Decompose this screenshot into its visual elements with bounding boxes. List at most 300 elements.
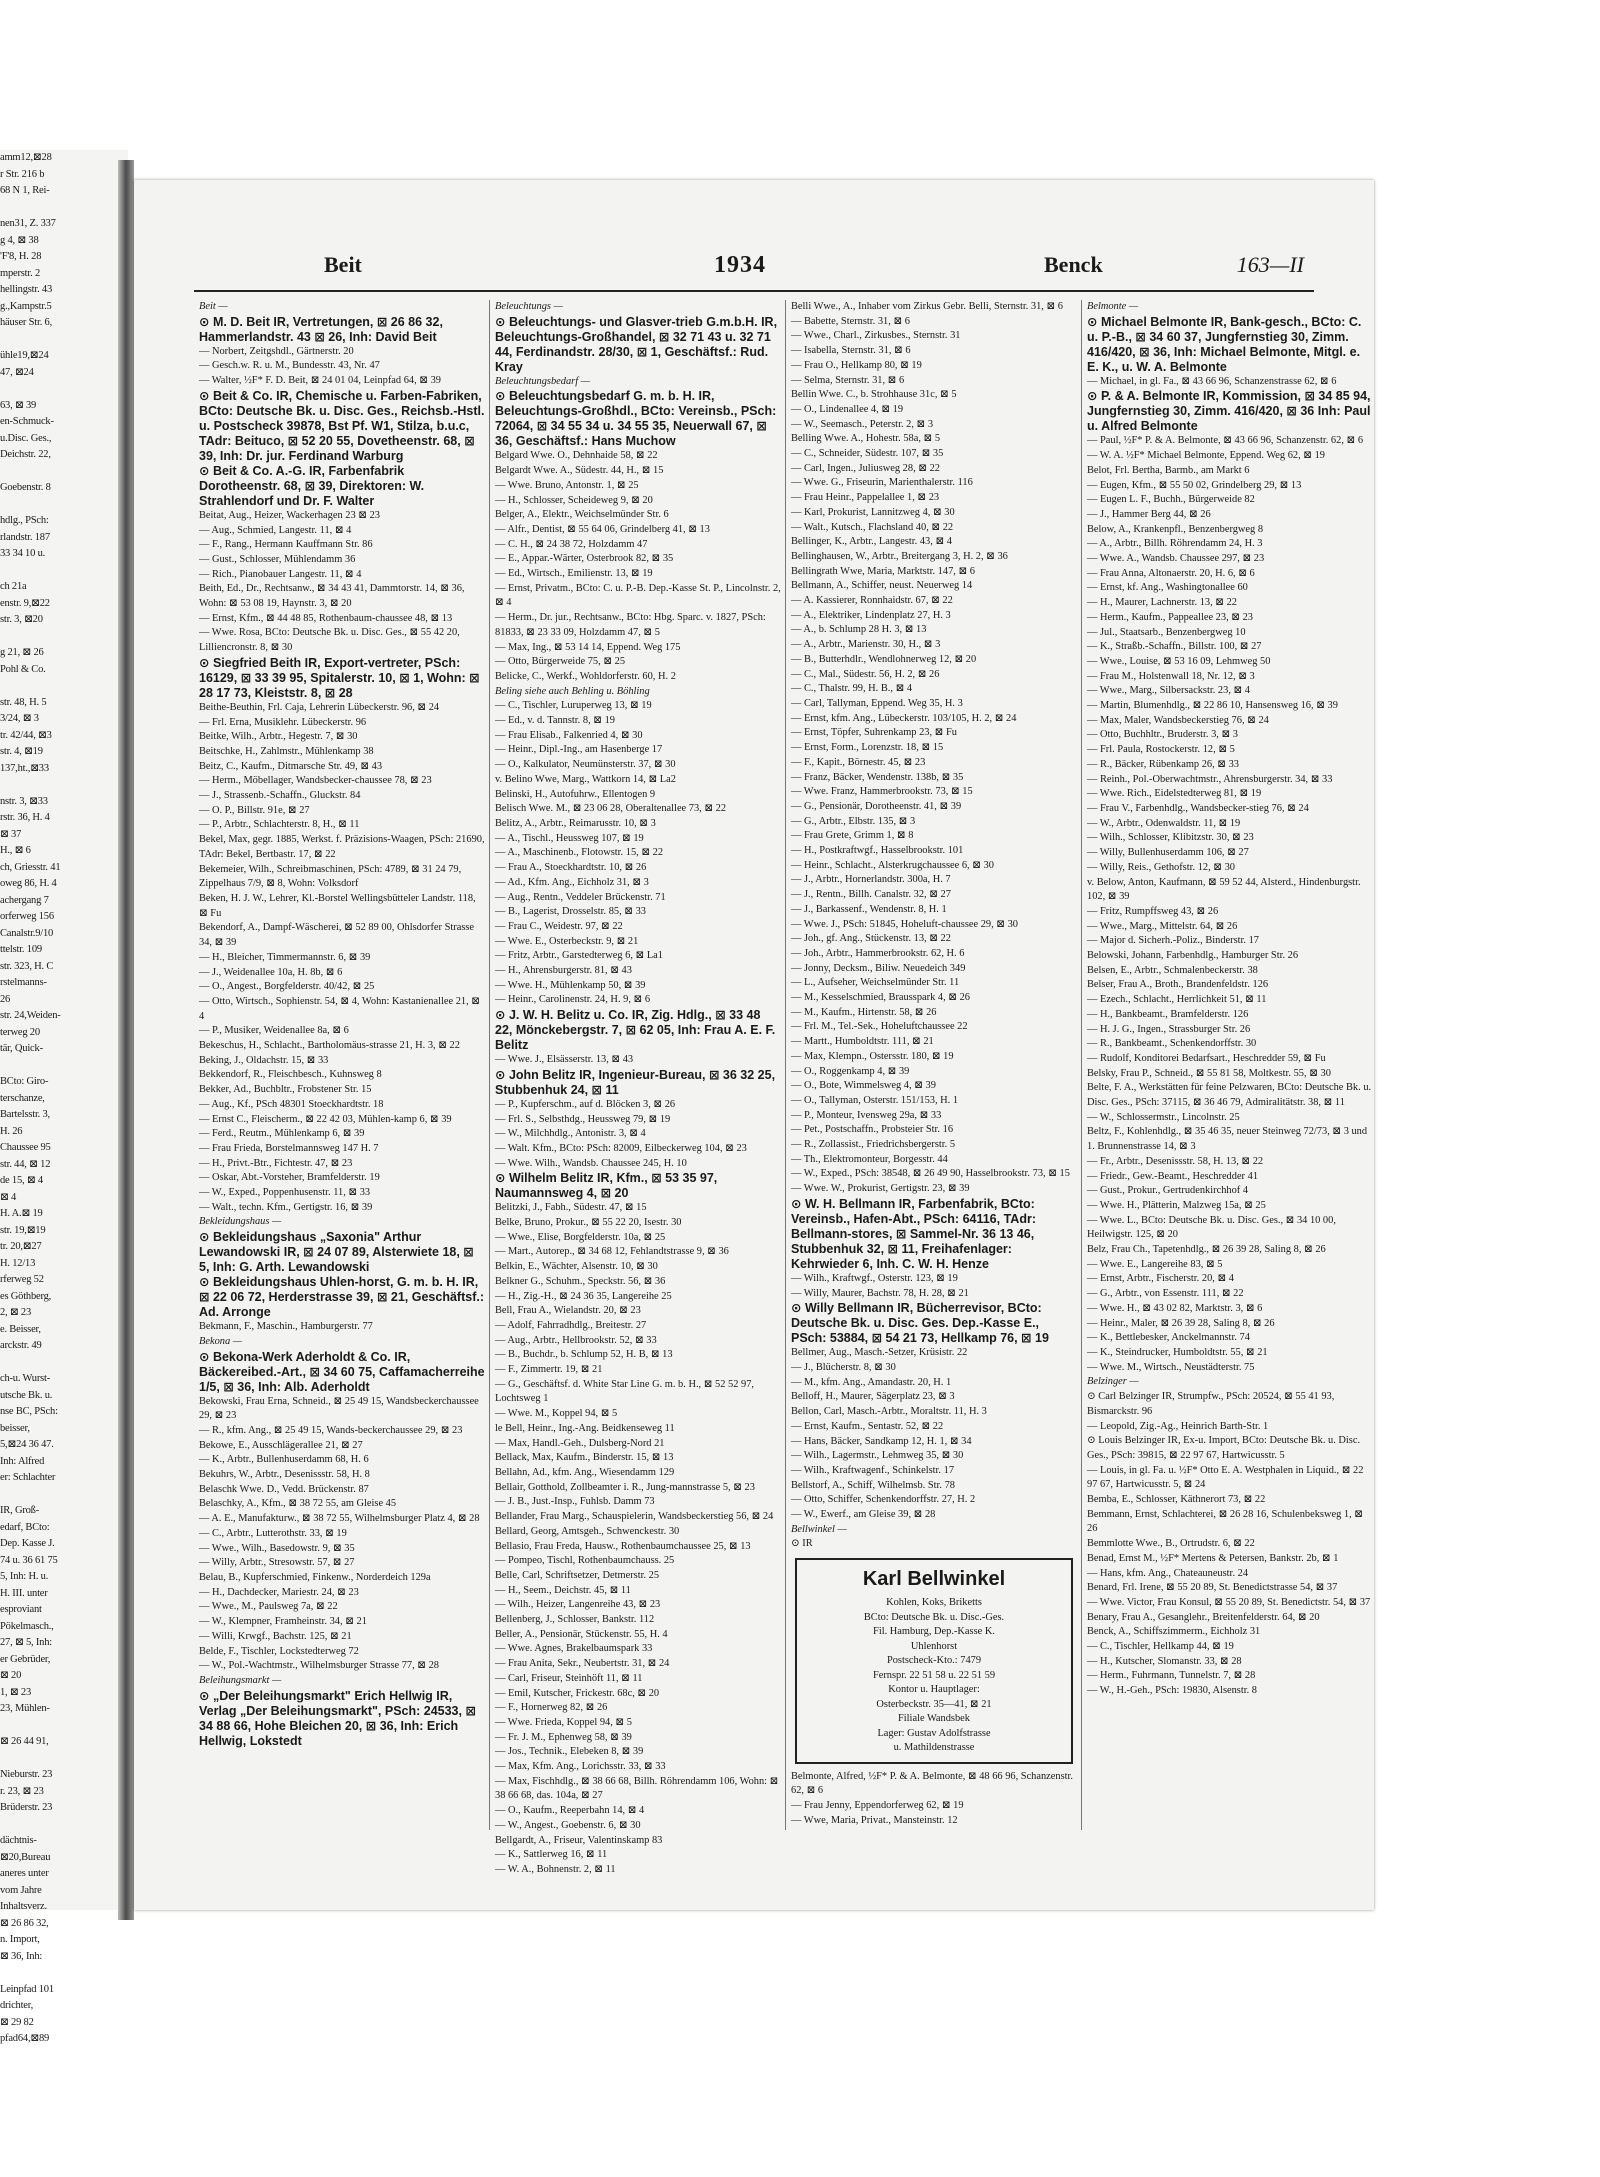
left-page-line: nstr. 3, ⊠33 xyxy=(0,795,48,807)
directory-entry: — Adolf, Fahrradhdlg., Breitestr. 27 xyxy=(495,1319,647,1331)
directory-entry: — Frau Jenny, Eppendorferweg 62, ⊠ 19 xyxy=(791,1800,964,1812)
left-page-line: ch-u. Wurst- xyxy=(0,1373,51,1384)
directory-entry: Belinski, H., Autofuhrw., Ellentogen 9 xyxy=(495,788,656,800)
directory-entry: — Willy, Maurer, Bachstr. 78, H. 28, ⊠ 21 xyxy=(791,1287,969,1299)
column-4 xyxy=(1087,300,1373,1830)
directory-entry: — Wwe. L., BCto: Deutsche Bk. u. Disc. Ges., ⊠ 34 10 00, Heilwigstr. 125, ⊠ 20 xyxy=(1087,1214,1336,1241)
directory-entry: — R., Bäcker, Rübenkamp 26, ⊠ 33 xyxy=(1087,758,1240,770)
left-page-line: utsche Bk. u. xyxy=(0,1389,53,1401)
directory-entry: — Frau Frieda, Borstelmannsweg 147 H. 7 xyxy=(199,1142,379,1154)
directory-entry: — Willy, Reis., Gethofstr. 12, ⊠ 30 xyxy=(1087,861,1235,873)
directory-entry: Belicke, C., Werkf., Wohldorferstr. 60, H. 2 xyxy=(495,670,676,682)
directory-entry: — Hans, Bäcker, Sandkamp 12, H. 1, ⊠ 34 xyxy=(791,1435,972,1447)
ad-line: Fil. Hamburg, Dep.-Kasse K. xyxy=(873,1626,995,1638)
directory-entry: — Ernst C., Fleischerm., ⊠ 22 42 03, Mühlen-kamp 6, ⊠ 39 xyxy=(199,1113,452,1125)
directory-entry: Belloff, H., Maurer, Sägerplatz 23, ⊠ 3 xyxy=(791,1391,955,1403)
left-page-line: ⊠ 37 xyxy=(0,828,22,840)
directory-entry: — W., Pol.-Wachtmstr., Wilhelmsburger Strasse 77, ⊠ 28 xyxy=(199,1660,439,1672)
directory-entry: — A. Kassierer, Ronnhaidstr. 67, ⊠ 22 xyxy=(791,595,953,607)
left-page-line: str. 4, ⊠19 xyxy=(0,746,43,757)
directory-entry: — Rudolf, Konditorei Bedarfsart., Heschredder 59, ⊠ Fu xyxy=(1087,1052,1326,1064)
directory-entry: — A., b. Schlump 28 H. 3, ⊠ 13 xyxy=(791,624,927,636)
directory-entry: — Wwe. Agnes, Brakelbaumspark 33 xyxy=(495,1643,653,1655)
directory-entry: — H., Schlosser, Scheideweg 9, ⊠ 20 xyxy=(495,494,653,506)
directory-entry: — H., Privt.-Btr., Fichtestr. 47, ⊠ 23 xyxy=(199,1157,353,1169)
directory-entry: — J., Barkassenf., Wendenstr. 8, H. 1 xyxy=(791,903,947,915)
left-page-line: IR, Groß- xyxy=(0,1505,40,1516)
directory-entry: — Martin, Blumenhdlg., ⊠ 22 86 10, Hansensweg 16, ⊠ 39 xyxy=(1087,700,1338,712)
left-page-line: ⊠ 26 86 32, xyxy=(0,1917,49,1929)
directory-entry: — R., Zollassist., Friedrichsbergerstr. 5 xyxy=(791,1139,956,1151)
left-page-line xyxy=(0,1487,128,1504)
directory-entry: — Wwe., Marg., Silbersackstr. 23, ⊠ 4 xyxy=(1087,685,1251,697)
directory-entry: Belau, B., Kupferschmied, Finkenw., Norderdeich 129a xyxy=(199,1572,431,1583)
left-page-line: H. III. unter xyxy=(0,1587,48,1599)
directory-entry: Beken, H. J. W., Lehrer, Kl.-Borstel Wellingsbütteler Landstr. 118, ⊠ Fu xyxy=(199,892,476,919)
directory-entry: — O., Tallyman, Osterstr. 151/153, H. 1 xyxy=(791,1094,959,1106)
directory-entry: — C., Thalstr. 99, H. B., ⊠ 4 xyxy=(791,683,913,695)
left-page-line: n. Import, xyxy=(0,1934,40,1945)
left-page-line: pfad64,⊠89 xyxy=(0,2033,50,2044)
directory-entry: Bellenberg, J., Schlosser, Bankstr. 112 xyxy=(495,1614,655,1626)
directory-entry: — A. E., Manufakturw., ⊠ 38 72 55, Wilhelmsburger Platz 4, ⊠ 28 xyxy=(199,1513,480,1525)
directory-entry: — H., Seem., Deichstr. 45, ⊠ 11 xyxy=(495,1584,631,1596)
directory-entry: Bemmlotte Wwe., B., Ortrudstr. 6, ⊠ 22 xyxy=(1087,1538,1255,1550)
firm-entry: ⊙ W. H. Bellmann IR, Farbenfabrik, BCto: Vereinsb., Hafen-Abt., PSch: 64116, TAdr: Bellmann-stores, ⊠ Sammel-Nr. 36 13 46, Stubbenhuk 32, ⊠ 11, Freihafenlager: Kehrwieder 6, Inh. C. W. H. Henze xyxy=(791,1196,1036,1271)
directory-entry: — W., Seemasch., Peterstr. 2, ⊠ 3 xyxy=(791,418,934,430)
directory-entry: Bekmann, F., Maschin., Hamburgerstr. 77 xyxy=(199,1321,373,1333)
directory-entry: — Walter, ½F* F. D. Beit, ⊠ 24 01 04, Leinpfad 64, ⊠ 39 xyxy=(199,375,441,387)
left-page-line: e. Beisser, xyxy=(0,1323,41,1335)
left-page-line: Pökelmasch., xyxy=(0,1620,54,1632)
directory-entry: Belger, A., Elektr., Weichselmünder Str. 6 xyxy=(495,509,669,521)
directory-entry: — Eugen L. F., Buchh., Bürgerweide 82 xyxy=(1087,494,1255,506)
directory-entry: Belaschk Wwe. D., Vedd. Brückenstr. 87 xyxy=(199,1483,369,1495)
directory-entry: Beking, J., Oldachstr. 15, ⊠ 33 xyxy=(199,1054,329,1066)
directory-entry: — B., Buchdr., b. Schlump 52, H. B, ⊠ 13 xyxy=(495,1349,673,1361)
left-page-line: Goebenstr. 8 xyxy=(0,482,51,493)
directory-entry: Bellinghausen, W., Arbtr., Breitergang 3, H. 2, ⊠ 36 xyxy=(791,550,1008,562)
directory-entry: — C. H., ⊠ 24 38 72, Holzdamm 47 xyxy=(495,538,648,550)
left-page-line: g 4, ⊠ 38 xyxy=(0,234,39,246)
left-page-line: 74 u. 36 61 75 xyxy=(0,1554,58,1566)
section-heading: Belzinger — xyxy=(1087,1376,1139,1388)
directory-entry: — Selma, Sternstr. 31, ⊠ 6 xyxy=(791,374,905,386)
directory-entry: Bellasio, Frau Freda, Hausw., Rothenbaumchaussee 25, ⊠ 13 xyxy=(495,1540,751,1552)
directory-entry: — J., Rentn., Billh. Canalstr. 32, ⊠ 27 xyxy=(791,889,951,901)
left-page-line: str. 19,⊠19 xyxy=(0,1224,46,1236)
left-page-line: H. A.⊠ 19 xyxy=(0,1208,43,1219)
left-page-line: g 21, ⊠ 26 xyxy=(0,647,44,658)
directory-entry: — F., Zimmertr. 19, ⊠ 21 xyxy=(495,1364,603,1376)
left-page-line: terweg 20 xyxy=(0,1026,40,1038)
left-page-line: Canalstr.9/10 xyxy=(0,927,54,939)
directory-entry: — Wwe., Louise, ⊠ 53 16 09, Lehmweg 50 xyxy=(1087,655,1271,667)
directory-entry: Bekkendorf, R., Fleischbesch., Kuhnsweg 8 xyxy=(199,1069,382,1081)
directory-entry: — Willy, Arbtr., Stresowstr. 57, ⊠ 27 xyxy=(199,1557,355,1569)
left-page-line: 27, ⊠ 5, Inh: xyxy=(0,1637,52,1648)
left-page-line: H. 26 xyxy=(0,1125,23,1137)
directory-entry: — Otto, Wirtsch., Sophienstr. 54, ⊠ 4, Wohn: Kastanienallee 21, ⊠ 4 xyxy=(199,995,480,1022)
directory-entry: — Frl. Erna, Musiklehr. Lübeckerstr. 96 xyxy=(199,716,367,728)
left-page-line: esproviant xyxy=(0,1604,42,1615)
left-page-line: er Gebrüder, xyxy=(0,1653,51,1665)
ad-line: Uhlenhorst xyxy=(910,1640,958,1652)
left-page-line: str. 44, ⊠ 12 xyxy=(0,1158,51,1170)
directory-entry: — J., Blücherstr. 8, ⊠ 30 xyxy=(791,1362,896,1373)
directory-entry: — K., Sattlerweg 16, ⊠ 11 xyxy=(495,1849,608,1861)
directory-entry: — Frau Grete, Grimm 1, ⊠ 8 xyxy=(791,830,914,842)
directory-entry: — H., Postkraftwgf., Hasselbrookstr. 101 xyxy=(791,845,964,857)
directory-entry: — Wilh., Schlosser, Klibitzstr. 30, ⊠ 23 xyxy=(1087,832,1254,844)
directory-entry: — Frau Heinr., Pappelallee 1, ⊠ 23 xyxy=(791,492,940,504)
directory-entry: — P., Musiker, Weidenallee 8a, ⊠ 6 xyxy=(199,1025,349,1037)
directory-entry: v. Below, Anton, Kaufmann, ⊠ 59 52 44, Alsterd., Hindenburgstr. 102, ⊠ 39 xyxy=(1087,876,1361,903)
left-page-line: r Str. 216 b xyxy=(0,168,45,180)
directory-entry: — Wilh., Lagermstr., Lehmweg 35, ⊠ 30 xyxy=(791,1450,964,1462)
ad-line: Kontor u. Hauptlager: xyxy=(888,1684,980,1696)
directory-entry: — Ezech., Schlacht., Herrlichkeit 51, ⊠ 11 xyxy=(1087,994,1267,1006)
left-page-line: en-Schmuck- xyxy=(0,416,54,427)
directory-entry: — Jos., Technik., Elebeken 8, ⊠ 39 xyxy=(495,1746,644,1758)
directory-entry: Bekowe, E., Ausschlägerallee 21, ⊠ 27 xyxy=(199,1439,363,1451)
left-page-line: tr. 20,⊠27 xyxy=(0,1241,42,1252)
page-header xyxy=(194,252,1314,292)
directory-entry: Below, A., Krankenpfl., Benzenbergweg 8 xyxy=(1087,523,1264,535)
directory-entry: Belli Wwe., A., Inhaber vom Zirkus Gebr. Belli, Sternstr. 31, ⊠ 6 xyxy=(791,301,1063,312)
directory-entry: Belz, Frau Ch., Tapetenhdlg., ⊠ 26 39 28, Saling 8, ⊠ 26 xyxy=(1087,1244,1326,1256)
header-rule xyxy=(194,290,1314,292)
directory-entry: — G., Arbtr., Elbstr. 135, ⊠ 3 xyxy=(791,815,916,827)
directory-entry: — Wwe. Rosa, BCto: Deutsche Bk. u. Disc. Ges., ⊠ 55 42 20, Lilliencronstr. 8, ⊠ 30 xyxy=(199,627,460,654)
directory-entry: — Frau C., Weidestr. 97, ⊠ 22 xyxy=(495,920,623,932)
directory-entry: — Wwe. E., Osterbeckstr. 9, ⊠ 21 xyxy=(495,935,639,947)
directory-entry: Bellon, Carl, Masch.-Arbtr., Moraltstr. 11, H. 3 xyxy=(791,1406,987,1418)
firm-entry: ⊙ Willy Bellmann IR, Bücherrevisor, BCto: Deutsche Bk. u. Disc. Ges. Dep.-Kasse E., PSch: 53884, ⊠ 54 21 73, Hellkamp 76, ⊠ 19 xyxy=(791,1301,1049,1346)
left-page-line: enstr. 9,⊠22 xyxy=(0,597,50,609)
directory-entry: — J., Hammer Berg 44, ⊠ 26 xyxy=(1087,508,1211,520)
directory-entry: Belitzki, J., Fabh., Südestr. 47, ⊠ 15 xyxy=(495,1202,647,1214)
directory-entry: — C., Schneider, Südestr. 107, ⊠ 35 xyxy=(791,448,944,460)
directory-entry: Belaschky, A., Kfm., ⊠ 38 72 55, am Gleise 45 xyxy=(199,1498,397,1510)
ad-line: u. Mathildenstrasse xyxy=(893,1742,975,1754)
directory-entry: Belsen, E., Arbtr., Schmalenbeckerstr. 38 xyxy=(1087,964,1258,976)
left-page-line: ⊠20,Bureau xyxy=(0,1851,51,1863)
left-page-line: orferweg 156 xyxy=(0,911,54,922)
directory-entry: — Eugen, Kfm., ⊠ 55 50 02, Grindelberg 29, ⊠ 13 xyxy=(1087,479,1302,491)
firm-entry: ⊙ Siegfried Beith IR, Export-vertreter, PSch: 16129, ⊠ 33 39 95, Spitalerstr. 10, ⊠ 1, Wohn: ⊠ 28 17 73, Kleiststr. 8, ⊠ 28 xyxy=(199,655,480,700)
directory-entry: — Ernst, Kfm., ⊠ 44 48 85, Rothenbaum-chaussee 48, ⊠ 13 xyxy=(199,612,453,624)
left-page-line: ⊠ 20 xyxy=(0,1670,22,1681)
ad-line: Filiale Wandsbek xyxy=(898,1713,970,1725)
directory-entry: — O. P., Billstr. 91e, ⊠ 27 xyxy=(199,804,310,816)
left-page-line: 2, ⊠ 23 xyxy=(0,1307,32,1318)
left-page-line: amm12,⊠28 xyxy=(0,152,52,163)
left-page-line: mperstr. 2 xyxy=(0,267,40,279)
directory-entry: Bemba, E., Schlosser, Käthnerort 73, ⊠ 22 xyxy=(1087,1494,1266,1506)
directory-entry: — Frau Elisab., Falkenried 4, ⊠ 30 xyxy=(495,729,643,741)
directory-entry: — W., Milchhdlg., Antonistr. 3, ⊠ 4 xyxy=(495,1128,646,1140)
directory-entry: Belgard Wwe. O., Dehnhaide 58, ⊠ 22 xyxy=(495,450,658,462)
directory-entry: — Herm., Fuhrmann, Tunnelstr. 7, ⊠ 28 xyxy=(1087,1670,1256,1682)
directory-entry: — M., kfm. Ang., Amandastr. 20, H. 1 xyxy=(791,1376,952,1388)
directory-entry: — M., Kesselschmied, Brausspark 4, ⊠ 26 xyxy=(791,992,970,1004)
directory-entry: Bellahn, Ad., kfm. Ang., Wiesendamm 129 xyxy=(495,1467,675,1478)
directory-entry: — W., H.-Geh., PSch: 19830, Alsenstr. 8 xyxy=(1087,1685,1258,1697)
directory-entry: — Pet., Postschaffn., Probsteier Str. 16 xyxy=(791,1124,954,1136)
section-heading: Belmonte — xyxy=(1087,301,1139,312)
directory-entry: — Fr., Arbtr., Desenissstr. 58, H. 13, ⊠ 22 xyxy=(1087,1155,1264,1167)
ad-line: Lager: Gustav Adolfstrasse xyxy=(877,1727,991,1739)
directory-entry: Bellinger, K., Arbtr., Langestr. 43, ⊠ 4 xyxy=(791,536,952,548)
left-page-line: er: Schlachter xyxy=(0,1472,56,1483)
directory-entry: Bekemeier, Wilh., Schreibmaschinen, PSch: 4789, ⊠ 31 24 79, Zippelhaus 7/9, ⊠ 8, Wohn: Volksdorf xyxy=(199,863,462,890)
directory-entry: — Carl, Friseur, Steinhöft 11, ⊠ 11 xyxy=(495,1672,643,1684)
left-page-line xyxy=(0,381,128,398)
left-page-line: 26 xyxy=(0,993,11,1005)
directory-entry: — Fritz, Arbtr., Garstedterweg 6, ⊠ La1 xyxy=(495,950,663,962)
left-page-line: 33 34 10 u. xyxy=(0,548,46,559)
directory-entry: — Franz, Bäcker, Wendenstr. 138b, ⊠ 35 xyxy=(791,771,964,783)
ad-marker: ⊙ IR xyxy=(791,1538,813,1550)
left-page-line: aneres unter xyxy=(0,1868,49,1879)
firm-entry: ⊙ Beit & Co. IR, Chemische u. Farben-Fabriken, BCto: Deutsche Bk. u. Disc. Ges., Reichsb.-Hstl. u. Postscheck 39878, Bst Pf. W1, Stilza, b.u.c, TAdr: Beituco, ⊠ 52 20 55, Dovetheenstr. 68, ⊠ 39, Inh: Dr. jur. Ferdinand Warburg xyxy=(199,388,485,463)
directory-entry: — P., Arbtr., Schlachterstr. 8, H., ⊠ 11 xyxy=(199,819,360,831)
ad-title: Karl Bellwinkel xyxy=(862,1568,1006,1591)
directory-entry: — O., Roggenkamp 4, ⊠ 39 xyxy=(791,1065,910,1077)
ad-lines xyxy=(801,1596,1067,1756)
directory-entry: — Wwe, Maria, Privat., Mansteinstr. 12 xyxy=(791,1814,958,1826)
left-page-line xyxy=(0,332,128,349)
directory-entry: — H. J. G., Ingen., Strassburger Str. 26 xyxy=(1087,1023,1251,1035)
left-page-line: oweg 86, H. 4 xyxy=(0,878,57,889)
directory-entry: — Wwe. H., Mühlenkamp 50, ⊠ 39 xyxy=(495,979,646,991)
directory-entry: Beithe-Beuthin, Frl. Caja, Lehrerin Lübeckerstr. 96, ⊠ 24 xyxy=(199,701,440,713)
ad-line: Osterbeckstr. 35—41, ⊠ 21 xyxy=(876,1698,992,1710)
firm-entry: ⊙ Beit & Co. A.-G. IR, Farbenfabrik Dorotheenstr. 68, ⊠ 39, Direktoren: W. Strahlendorf und Dr. F. Walter xyxy=(199,463,425,508)
directory-entry: — J. B., Just.-Insp., Fuhlsb. Damm 73 xyxy=(495,1496,655,1508)
left-page-line xyxy=(0,777,128,794)
directory-entry: — F., Hornerweg 82, ⊠ 26 xyxy=(495,1702,608,1714)
ad-line: BCto: Deutsche Bk. u. Disc.-Ges. xyxy=(863,1611,1005,1623)
left-page-line: achergang 7 xyxy=(0,894,49,906)
directory-entry: — Fr. J. M., Ephenweg 58, ⊠ 39 xyxy=(495,1731,632,1743)
directory-entry: — Otto, Schiffer, Schenkendorffstr. 27, H. 2 xyxy=(791,1494,976,1506)
directory-entry: Beitschke, H., Zahlmstr., Mühlenkamp 38 xyxy=(199,745,374,757)
directory-entry: ⊙ Carl Belzinger IR, Strumpfw., PSch: 20524, ⊠ 55 41 93, Bismarckstr. 96 xyxy=(1087,1391,1335,1417)
directory-entry: — R., kfm. Ang., ⊠ 25 49 15, Wands-beckerchaussee 29, ⊠ 23 xyxy=(199,1424,463,1436)
left-page-line: ⊠ 26 44 91, xyxy=(0,1736,49,1747)
directory-entry: — E., Appar.-Wärter, Osterbrook 82, ⊠ 35 xyxy=(495,553,674,565)
firm-entry: ⊙ Bekona-Werk Aderholdt & Co. IR, Bäckereibed.-Art., ⊠ 34 60 75, Caffamacherreihe 1/5, ⊠ 36, Inh: Alb. Aderholdt xyxy=(199,1349,485,1394)
left-page-line: u.Disc. Ges., xyxy=(0,432,52,444)
ad-line: Postscheck-Kto.: 7479 xyxy=(886,1655,982,1667)
directory-entry: — Alfr., Dentist, ⊠ 55 64 06, Grindelberg 41, ⊠ 13 xyxy=(495,523,710,535)
left-page-fragment xyxy=(0,150,128,2044)
directory-entry: — C., Arbtr., Lutterothstr. 33, ⊠ 19 xyxy=(199,1527,347,1539)
directory-entry: — Wwe. Frieda, Koppel 94, ⊠ 5 xyxy=(495,1716,632,1728)
section-heading: Bekleidungshaus — xyxy=(199,1216,282,1228)
directory-entry: — Paul, ½F* P. & A. Belmonte, ⊠ 43 66 96, Schanzenstr. 62, ⊠ 6 xyxy=(1087,435,1364,447)
left-page-line xyxy=(0,464,128,481)
directory-entry: — Wwe. H., Plätterin, Malzweg 15a, ⊠ 25 xyxy=(1087,1199,1266,1211)
left-page-line: arckstr. 49 xyxy=(0,1340,42,1351)
directory-entry: Belmonte, Alfred, ½F* P. & A. Belmonte, ⊠ 48 66 96, Schanzenstr. 62, ⊠ 6 xyxy=(791,1770,1074,1797)
directory-entry: — B., Butterhdlr., Wendlohnerweg 12, ⊠ 20 xyxy=(791,653,977,665)
directory-entry: Beitz, C., Kaufm., Ditmarsche Str. 49, ⊠ 43 xyxy=(199,760,383,772)
directory-entry: Belkin, E., Wächter, Alsenstr. 10, ⊠ 30 xyxy=(495,1261,658,1273)
directory-entry: — Ernst, Töpfer, Suhrenkamp 23, ⊠ Fu xyxy=(791,727,957,739)
directory-entry: — M., Kaufm., Hirtenstr. 58, ⊠ 26 xyxy=(791,1006,937,1018)
directory-entry: Bekel, Max, gegr. 1885, Werkst. f. Präzisions-Waagen, PSch: 21690, TAdr: Bekel, Bertbastr. 17, ⊠ 22 xyxy=(199,834,485,860)
left-page-line: Brüderstr. 23 xyxy=(0,1802,53,1813)
directory-entry: — Wilh., Kraftwgf., Osterstr. 123, ⊠ 19 xyxy=(791,1272,958,1284)
left-page-line: str. 323, H. C xyxy=(0,960,54,972)
directory-entry: — Jonny, Decksm., Biliw. Neuedeich 349 xyxy=(791,962,966,974)
directory-entry: — G., Pensionär, Dorotheenstr. 41, ⊠ 39 xyxy=(791,800,962,812)
directory-entry: — Ernst, Form., Lorenzstr. 18, ⊠ 15 xyxy=(791,742,944,754)
directory-entry: — Wwe. Bruno, Antonstr. 1, ⊠ 25 xyxy=(495,479,639,491)
directory-entry: — Wwe. Wilh., Wandsb. Chaussee 245, H. 10 xyxy=(495,1157,687,1169)
directory-entry: — Frl. S., Selbsthdg., Heussweg 79, ⊠ 19 xyxy=(495,1113,671,1125)
left-page-line: Inh: Alfred xyxy=(0,1455,45,1467)
left-page-line xyxy=(0,629,128,646)
directory-entry: — A., Arbtr., Marienstr. 30, H., ⊠ 3 xyxy=(791,639,941,651)
directory-entry: — Frau A., Stoeckhardtstr. 10, ⊠ 26 xyxy=(495,862,647,874)
left-page-line xyxy=(0,1718,128,1735)
directory-entry: Benck, A., Schiffszimmerm., Eichholz 31 xyxy=(1087,1626,1261,1638)
left-page-line xyxy=(0,497,128,514)
left-page-line: Chaussee 95 xyxy=(0,1142,51,1153)
directory-entry: — K., Steindrucker, Humboldtstr. 55, ⊠ 21 xyxy=(1087,1347,1268,1358)
left-page-line: edarf, BCto: xyxy=(0,1521,50,1533)
left-page-line: vom Jahre xyxy=(0,1884,42,1896)
left-page-line: Dep. Kasse J. xyxy=(0,1538,55,1549)
left-page-line: tär, Quick- xyxy=(0,1043,43,1054)
directory-entry: — Max, Ing., ⊠ 53 14 14, Eppend. Weg 175 xyxy=(495,641,681,653)
directory-entry: — Wilh., Kraftwagenf., Schinkelstr. 17 xyxy=(791,1464,955,1476)
directory-entry: — Wwe. E., Langereihe 83, ⊠ 5 xyxy=(1087,1258,1223,1270)
left-page-text xyxy=(0,150,128,2044)
directory-entry: — Ad., Kfm. Ang., Eichholz 31, ⊠ 3 xyxy=(495,876,649,888)
directory-entry: Benard, Frl. Irene, ⊠ 55 20 89, St. Benedictstrasse 54, ⊠ 37 xyxy=(1087,1582,1338,1594)
directory-entry: — Major d. Sicherh.-Poliz., Binderstr. 17 xyxy=(1087,935,1260,947)
directory-entry: Bellin Wwe. C., b. Strohhause 31c, ⊠ 5 xyxy=(791,389,957,401)
ad-line: Fernspr. 22 51 58 u. 22 51 59 xyxy=(872,1669,996,1681)
directory-entry: — Wwe. H., ⊠ 43 02 82, Marktstr. 3, ⊠ 6 xyxy=(1087,1302,1263,1314)
left-page-line: hellingstr. 43 xyxy=(0,284,53,295)
left-page-line: rstr. 36, H. 4 xyxy=(0,812,50,823)
directory-entry: Bellack, Max, Kaufm., Binderstr. 15, ⊠ 13 xyxy=(495,1452,674,1464)
directory-entry: — Frau M., Holstenwall 18, Nr. 12, ⊠ 3 xyxy=(1087,670,1255,682)
directory-entry: — Isabella, Sternstr. 31, ⊠ 6 xyxy=(791,345,911,357)
directory-entry: — Otto, Buchhltr., Bruderstr. 3, ⊠ 3 xyxy=(1087,729,1238,741)
directory-entry: Beltz, F., Kohlenhdlg., ⊠ 35 46 35, neuer Steinweg 72/73, ⊠ 3 und 1. Brunnenstrasse 14, ⊠ 3 xyxy=(1087,1126,1368,1153)
directory-entry: Belser, Frau A., Broth., Brandenfeldstr. 126 xyxy=(1087,979,1269,991)
firm-entry: ⊙ Michael Belmonte IR, Bank-gesch., BCto: C. u. P.-B., ⊠ 34 60 37, Jungfernstieg 30, Zimm. 416/420, ⊠ 36, Inh: Michael Belmonte, Mitgl. e. E. K., u. W. A. Belmonte xyxy=(1087,314,1362,374)
directory-entry: — Wwe., Marg., Mittelstr. 64, ⊠ 26 xyxy=(1087,920,1238,932)
left-page-line: rlandstr. 187 xyxy=(0,531,50,543)
directory-entry: — H., Maurer, Lachnerstr. 13, ⊠ 22 xyxy=(1087,597,1237,609)
directory-entry: — H., Zig.-H., ⊠ 24 36 35, Langereihe 25 xyxy=(495,1290,672,1302)
directory-entry: — Ernst, Arbtr., Fischerstr. 20, ⊠ 4 xyxy=(1087,1273,1234,1285)
directory-entry: — Heinr., Dipl.-Ing., am Hasenberge 17 xyxy=(495,744,663,756)
directory-entry: le Bell, Heinr., Ing.-Ang. Beidkenseweg 11 xyxy=(495,1422,675,1434)
directory-entry: — H., Kutscher, Slomanstr. 33, ⊠ 28 xyxy=(1087,1655,1242,1667)
directory-entry: — Wwe. Victor, Frau Konsul, ⊠ 55 20 89, St. Benedictstr. 54, ⊠ 37 xyxy=(1087,1596,1371,1608)
directory-entry: Bell, Frau A., Wielandstr. 20, ⊠ 23 xyxy=(495,1305,641,1317)
left-page-line: Nieburstr. 23 xyxy=(0,1769,53,1780)
section-heading: Beling siehe auch Behling u. Böhling xyxy=(495,685,650,697)
directory-entry: Bellgardt, A., Friseur, Valentinskamp 83 xyxy=(495,1834,663,1846)
directory-entry: Bekendorf, A., Dampf-Wäscherei, ⊠ 52 89 00, Ohlsdorfer Strasse 34, ⊠ 39 xyxy=(199,922,475,949)
left-page-line: r. 23, ⊠ 23 xyxy=(0,1785,44,1797)
directory-entry: — J., Strassenb.-Schaffn., Gluckstr. 84 xyxy=(199,790,361,802)
directory-entry: — Walt., Kutsch., Flachsland 40, ⊠ 22 xyxy=(791,521,954,533)
directory-entry: — W. A., Bohnenstr. 2, ⊠ 11 xyxy=(495,1863,616,1875)
left-page-line: 'F'8, H. 28 xyxy=(0,251,42,262)
left-page-line: 3/24, ⊠ 3 xyxy=(0,713,39,724)
directory-entry: — Ernst, Privatm., BCto: C. u. P.-B. Dep.-Kasse St. P., Lincolnstr. 2, ⊠ 4 xyxy=(495,582,781,609)
header-first-entry: Beit xyxy=(324,252,362,277)
directory-page xyxy=(134,180,1374,1910)
directory-entry: — Martt., Humboldtstr. 111, ⊠ 21 xyxy=(791,1036,934,1048)
directory-entry: — Fritz, Rumpffsweg 43, ⊠ 26 xyxy=(1087,905,1219,917)
firm-entry: ⊙ Wilhelm Belitz IR, Kfm., ⊠ 53 35 97, Naumannsweg 4, ⊠ 20 xyxy=(495,1171,718,1201)
directory-entry: — Carl, Ingen., Juliusweg 28, ⊠ 22 xyxy=(791,462,940,474)
left-page-line xyxy=(0,1058,128,1075)
directory-entry: — Walt. Kfm., BCto: PSch: 82009, Eilbeckerweg 104, ⊠ 23 xyxy=(495,1142,747,1154)
left-page-line: 68 N 1, Rei- xyxy=(0,185,50,196)
left-page-line: 47, ⊠24 xyxy=(0,366,34,378)
directory-entry: — Willi, Krwgf., Bachstr. 125, ⊠ 21 xyxy=(199,1630,352,1642)
left-page-line: BCto: Giro- xyxy=(0,1076,49,1087)
directory-entry: — Max, Handl.-Geh., Dulsberg-Nord 21 xyxy=(495,1437,665,1449)
directory-entry: Belling Wwe. A., Hohestr. 58a, ⊠ 5 xyxy=(791,433,941,445)
left-page-line: str. 48, H. 5 xyxy=(0,696,47,708)
directory-entry: — Rich., Pianobauer Langestr. 11, ⊠ 4 xyxy=(199,568,362,580)
left-page-line: 5,⊠24 36 47. xyxy=(0,1439,54,1450)
directory-entry: Bellard, Georg, Amtsgeh., Schwenckestr. 30 xyxy=(495,1525,680,1537)
left-page-line: str. 24,Weiden- xyxy=(0,1010,61,1021)
directory-entry: — Ferd., Reutm., Mühlenkamp 6, ⊠ 39 xyxy=(199,1128,365,1140)
directory-entry: — Heinr., Maler, ⊠ 26 39 28, Saling 8, ⊠ 26 xyxy=(1087,1317,1275,1329)
left-page-line: dächtnis- xyxy=(0,1835,37,1846)
firm-entry: ⊙ Beleuchtungsbedarf G. m. b. H. IR, Beleuchtungs-Großhdl., BCto: Vereinsb., PSch: 72064, ⊠ 34 55 34 u. 34 55 35, Neuerwall 67, ⊠ 36, Geschäftsf.: Hans Muchow xyxy=(495,389,777,449)
left-page-line xyxy=(0,1751,128,1768)
left-page-line: H., ⊠ 6 xyxy=(0,845,31,856)
directory-entry: — Frau V., Farbenhdlg., Wandsbecker-stieg 76, ⊠ 24 xyxy=(1087,802,1309,814)
directory-entry: — W., Ewerf., am Gleise 39, ⊠ 28 xyxy=(791,1509,936,1521)
firm-entry: ⊙ M. D. Beit IR, Vertretungen, ⊠ 26 86 32, Hammerlandstr. 43 ⊠ 26, Inh: David Beit xyxy=(199,314,443,344)
left-page-line: beisser, xyxy=(0,1422,30,1434)
directory-entry: Belte, F. A., Werkstätten für feine Pelzwaren, BCto: Deutsche Bk. u. Disc. Ges., PSch: 37115, ⊠ 36 46 79, Admiralitätstr. 38, ⊠ 11 xyxy=(1087,1082,1372,1109)
directory-entry: Beitat, Aug., Heizer, Wackerhagen 23 ⊠ 23 xyxy=(199,509,380,521)
firm-entry: ⊙ Beleuchtungs- und Glasver-trieb G.m.b.H. IR, Beleuchtungs-Großhandel, ⊠ 32 71 43 u. 32 71 44, Ferdinandstr. 28/30, ⊠ 1, Geschäftsf.: Rud. Kray xyxy=(495,314,778,374)
header-last-entry: Benck xyxy=(1044,252,1103,277)
directory-entry: Beller, A., Pensionär, Stückenstr. 55, H. 4 xyxy=(495,1628,668,1640)
directory-entry: — A., Tischl., Heussweg 107, ⊠ 19 xyxy=(495,832,644,844)
directory-entry: — Wwe. G., Friseurin, Marienthalerstr. 116 xyxy=(791,477,973,489)
directory-entry: — Gust., Schlosser, Mühlendamm 36 xyxy=(199,553,356,565)
directory-entry: — Wwe., Elise, Borgfelderstr. 10a, ⊠ 25 xyxy=(495,1231,666,1243)
directory-entry: — Wwe. W., Prokurist, Gertigstr. 23, ⊠ 39 xyxy=(791,1183,970,1195)
left-page-line: 63, ⊠ 39 xyxy=(0,399,37,411)
directory-entry: — Wwe. J., PSch: 51845, Hoheluft-chaussee 29, ⊠ 30 xyxy=(791,918,1018,930)
directory-entry: — Frau Anna, Altonaerstr. 20, H. 6, ⊠ 6 xyxy=(1087,567,1255,579)
bellwinkel-advertisement xyxy=(795,1558,1073,1764)
left-page-line: str. 3, ⊠20 xyxy=(0,614,43,625)
